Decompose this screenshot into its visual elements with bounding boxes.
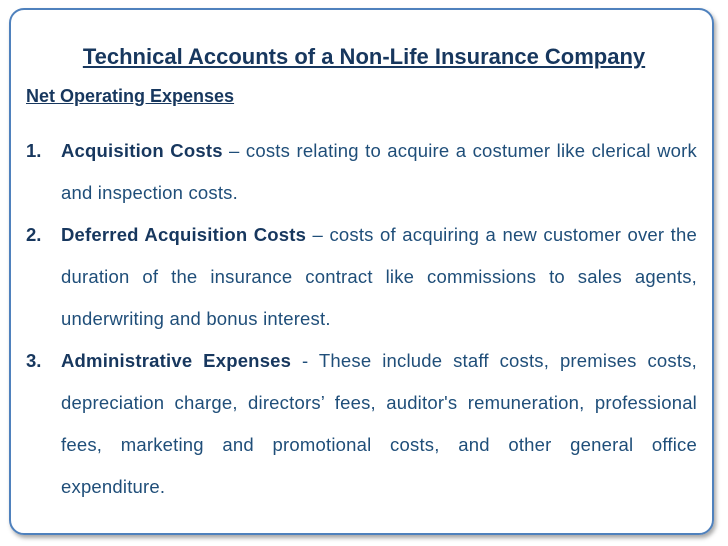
list-item	[26, 214, 697, 340]
page-title: Technical Accounts of a Non-Life Insurance Company	[82, 44, 646, 69]
list-item-number: 2.	[26, 224, 42, 245]
list-item	[26, 340, 697, 508]
list-item	[26, 130, 697, 214]
list-item-number: 3.	[26, 350, 42, 371]
expense-list	[26, 130, 697, 508]
list-item-text	[61, 130, 697, 214]
list-item-description: – costs of acquiring a new customer over the duration of the insurance contract like commissions to sales agents, underwriting and bonus interest.	[61, 224, 697, 329]
list-item-text	[61, 340, 697, 508]
list-item-term: Administrative Expenses	[61, 350, 292, 371]
list-item-number: 1.	[26, 140, 42, 161]
list-item-description: - These include staff costs, premises costs, depreciation charge, directors’ fees, auditor's remuneration, professional fees, marketing and promotional costs, and other general office expenditure.	[61, 350, 697, 497]
section-subtitle: Net Operating Expenses	[26, 86, 235, 106]
list-item-description: – costs relating to acquire a costumer like clerical work and inspection costs.	[61, 140, 697, 203]
list-item-text	[61, 214, 697, 340]
list-item-term: Deferred Acquisition Costs	[61, 224, 307, 245]
list-item-term: Acquisition Costs	[61, 140, 223, 161]
